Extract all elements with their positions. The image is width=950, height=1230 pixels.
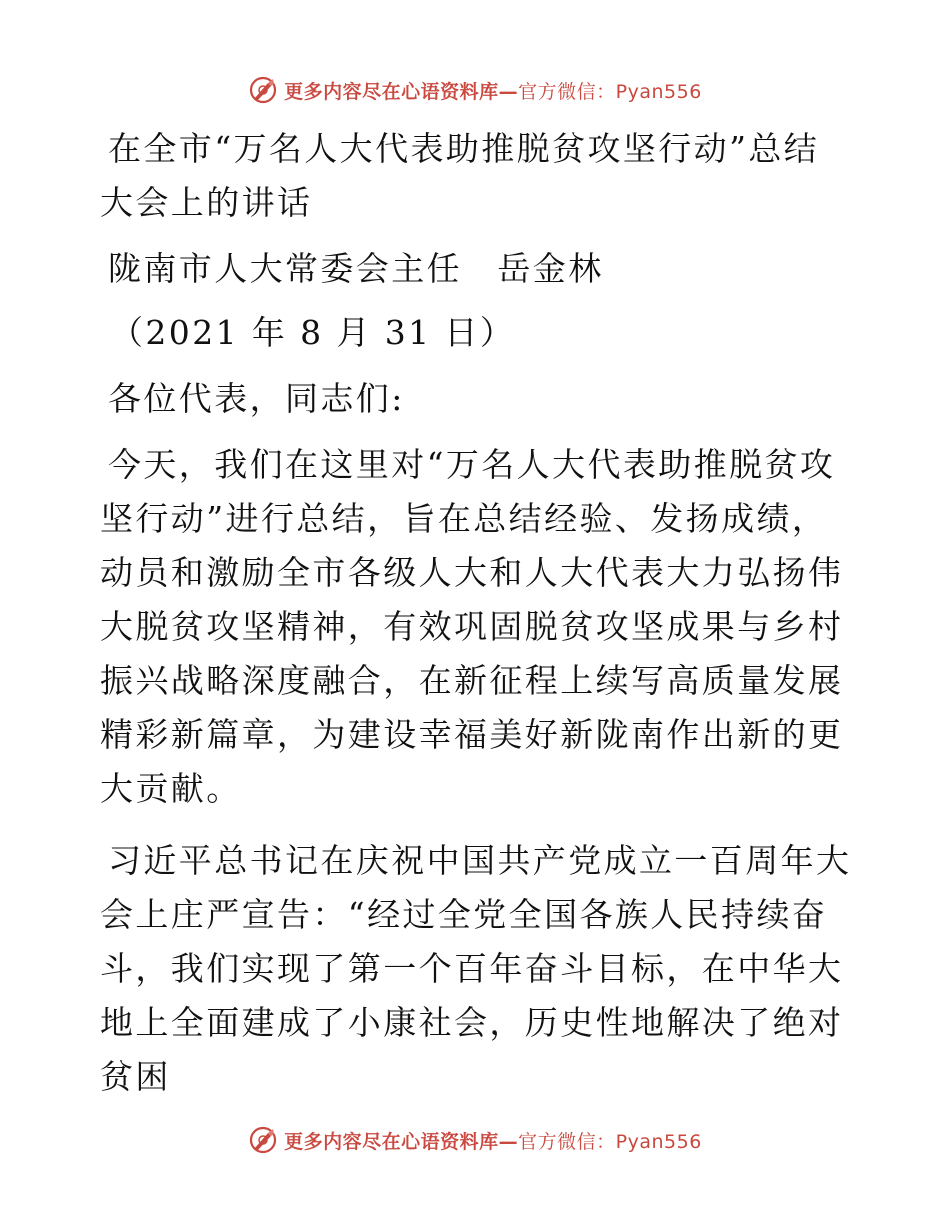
document-title: 在全市“万名人大代表助推脱贫攻坚行动”总结大会上的讲话 <box>100 129 820 222</box>
banner-wechat-text: 官方微信：Pyan556 <box>518 80 702 103</box>
document-date: （2021 年 8 月 31 日） <box>110 313 516 352</box>
banner-separator: — <box>498 1130 519 1153</box>
banner-text <box>284 1127 702 1154</box>
document-paragraph: 习近平总书记在庆祝中国共产党成立一百周年大会上庄严宣告：“经过全党全国各族人民持续奋斗，我们实现了第一个百年奋斗目标，在中华大地上全面建成了小康社会，历史性地解决了绝对贫困 <box>100 841 852 1096</box>
banner-main-text: 更多内容尽在心语资料库 <box>284 1130 499 1153</box>
banner-separator: — <box>498 80 519 103</box>
banner-wechat-text: 官方微信：Pyan556 <box>518 1130 702 1153</box>
document-body <box>100 122 852 1104</box>
header-banner <box>0 70 950 110</box>
banner-main-text: 更多内容尽在心语资料库 <box>284 80 499 103</box>
document-paragraph: 今天，我们在这里对“万名人大代表助推脱贫攻坚行动”进行总结，旨在总结经验、发扬成绩，动员和激励全市各级人大和人大代表大力弘扬伟大脱贫攻坚精神，有效巩固脱贫攻坚成果与乡村振兴战略深度融合，在新征程上续写高质量发展精彩新篇章，为建设幸福美好新陇南作出新的更大贡献。 <box>100 445 844 808</box>
document-salutation: 各位代表，同志们: <box>108 379 405 418</box>
document-author: 陇南市人大常委会主任 岳金林 <box>108 249 604 288</box>
quill-pen-logo-icon <box>248 75 278 105</box>
footer-banner <box>0 1120 950 1160</box>
quill-pen-logo-icon <box>248 1125 278 1155</box>
banner-text <box>284 77 702 104</box>
